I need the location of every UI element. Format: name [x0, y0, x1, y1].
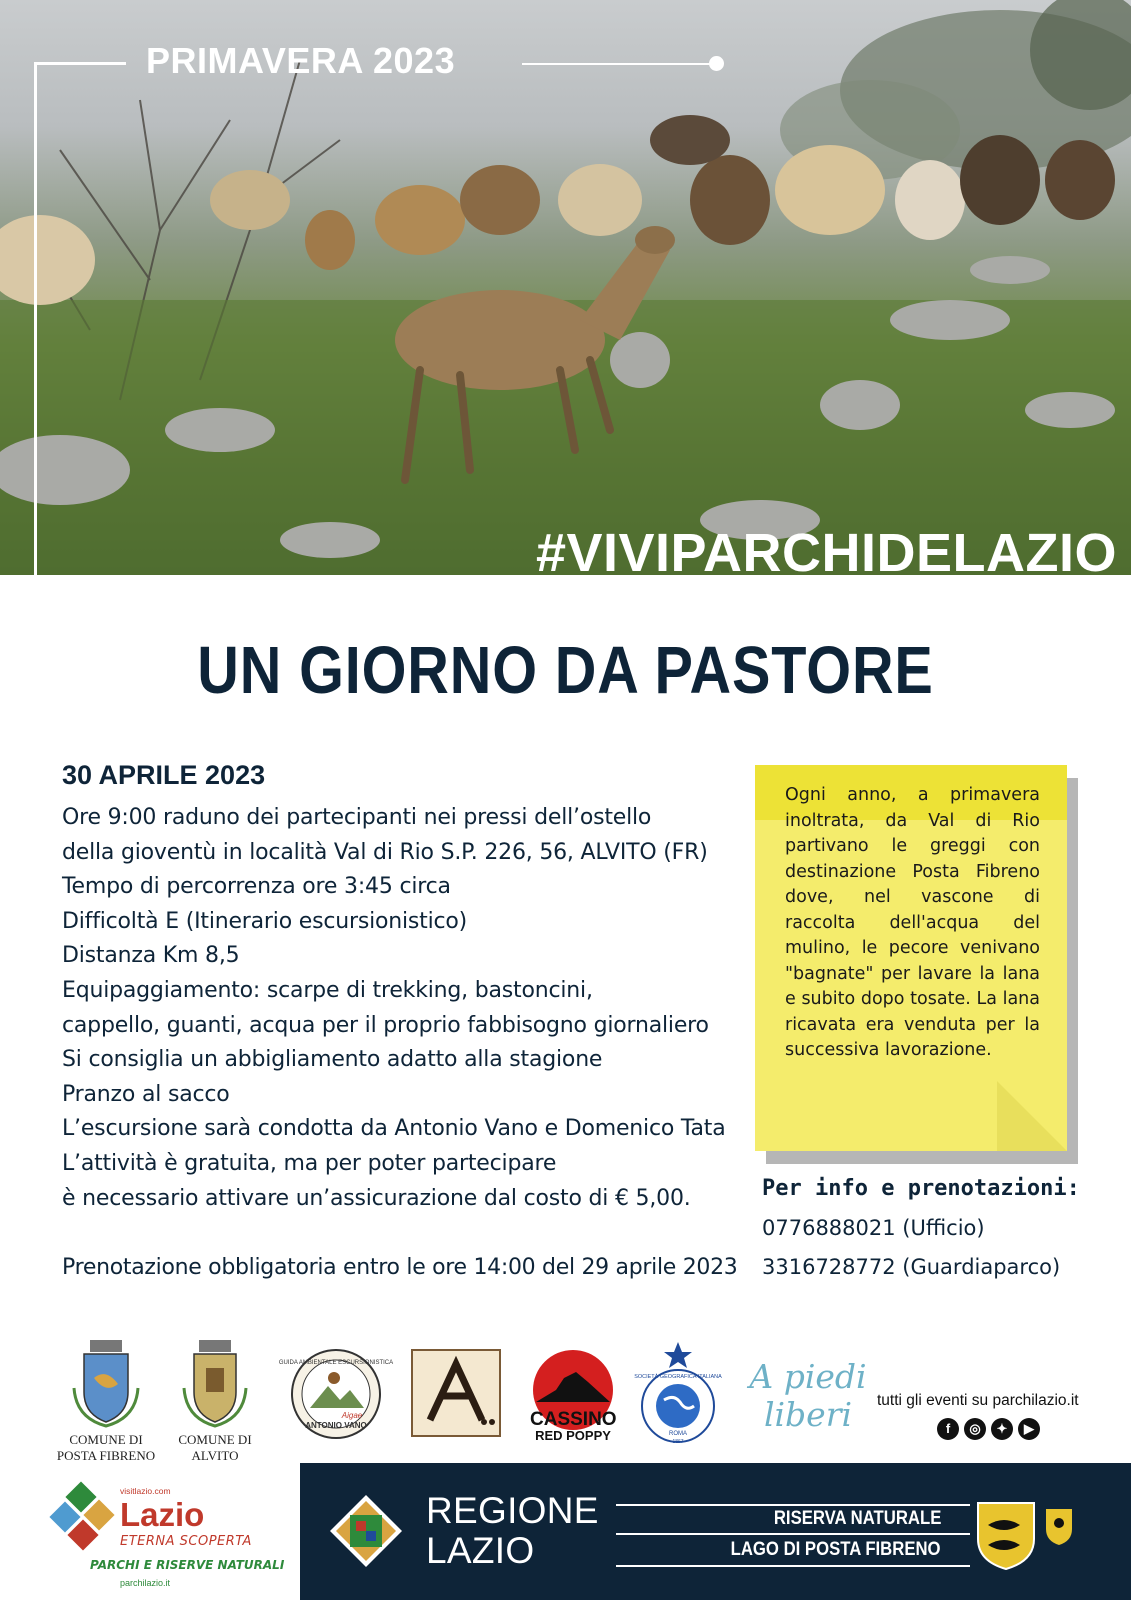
- booking-deadline: Prenotazione obbligatoria entro le ore 14:00 del 29 aprile 2023: [62, 1255, 738, 1280]
- frame-dot: [709, 56, 724, 71]
- detail-line: Si consiglia un abbigliamento adatto alla stagione: [62, 1047, 603, 1073]
- detail-line: Distanza Km 8,5: [62, 943, 240, 969]
- parchilazio-url: parchilazio.it: [120, 1578, 171, 1588]
- guide-badge-name: ANTONIO VANO: [305, 1421, 367, 1430]
- crest-icon: [170, 1338, 260, 1428]
- a-piedi-liberi-logo: [738, 1358, 878, 1434]
- apiedi-line2: liberi: [763, 1395, 853, 1434]
- globe-seal-icon: [634, 1340, 722, 1446]
- cassino-wordmark: CASSINO RED POPPY: [530, 1409, 617, 1443]
- detail-line: Equipaggiamento: scarpe di trekking, bastoncini,: [62, 977, 593, 1003]
- instagram-icon[interactable]: ◎: [964, 1418, 986, 1440]
- parchi-riserve-label: PARCHI E RISERVE NATURALI: [90, 1558, 285, 1572]
- youtube-icon[interactable]: ▶: [1018, 1418, 1040, 1440]
- guide-badge-aigae: Aigae: [341, 1411, 363, 1420]
- social-icons: [937, 1418, 1040, 1440]
- guide-badge-ring-text: GUIDA AMBIENTALE ESCURSIONISTICA: [278, 1360, 394, 1366]
- reserve-rule: [616, 1565, 970, 1567]
- sticky-note: [755, 765, 1067, 1151]
- lazio-tiles-icon: [54, 1486, 118, 1552]
- lago-label: LAGO DI POSTA FIBRENO: [731, 1539, 941, 1560]
- seal-ring-text: SOCIETÀ GEOGRAFICA ITALIANA: [634, 1374, 722, 1380]
- comune-alvito-logo: [170, 1338, 260, 1464]
- campaign-hashtag: #VIVIPARCHIDELAZIO: [535, 523, 1117, 583]
- lazio-wordmark: Lazio: [120, 1496, 205, 1533]
- goats-landscape-illustration: [0, 0, 1131, 575]
- reserve-rule: [616, 1504, 970, 1506]
- contacts-heading: Per info e prenotazioni:: [762, 1176, 1080, 1201]
- riserva-label: RISERVA NATURALE: [773, 1508, 941, 1529]
- cassino-red-poppy-logo: [530, 1350, 616, 1444]
- phone-ranger[interactable]: 3316728772 (Guardiaparco): [762, 1255, 1061, 1279]
- season-label: PRIMAVERA 2023: [146, 40, 456, 81]
- note-text: Ogni anno, a primavera inoltrata, da Val di Rio partivano le greggi con destinazione Posta Fibreno dove, nel vascone di raccolta dell'acqua del mulino, le pecore venivano "bagnate" per lavare la lana e subito dopo tosate. La lana ricavata era venduta per la successiva lavorazione.: [785, 785, 1040, 1060]
- event-title: UN GIORNO DA PASTORE: [197, 633, 934, 708]
- monogram-icon: [412, 1350, 500, 1436]
- dl-monogram-logo: [412, 1350, 500, 1440]
- detail-line: è necessario attivare un’assicurazione dal costo di € 5,00.: [62, 1185, 691, 1211]
- detail-line: Tempo di percorrenza ore 3:45 circa: [62, 874, 451, 900]
- societa-geografica-logo: [634, 1340, 722, 1450]
- detail-line: Difficoltà E (Itinerario escursionistico): [62, 908, 468, 934]
- lazio-eterna-scoperta-logo: [54, 1486, 294, 1590]
- phone-office[interactable]: 0776888021 (Ufficio): [762, 1216, 985, 1240]
- frame-line-top-right: [522, 63, 718, 65]
- event-details-list: [62, 801, 732, 1216]
- event-date: 30 APRILE 2023: [62, 760, 266, 790]
- detail-line: L’escursione sarà condotta da Antonio Vano e Domenico Tata: [62, 1116, 726, 1142]
- events-link-text[interactable]: tutti gli eventi su parchilazio.it: [877, 1392, 1079, 1409]
- eterna-scoperta-tagline: ETERNA SCOPERTA: [120, 1534, 252, 1549]
- visitlazio-url: visitlazio.com: [120, 1486, 171, 1496]
- facebook-icon[interactable]: f: [937, 1418, 959, 1440]
- twitter-icon[interactable]: ✦: [991, 1418, 1013, 1440]
- note-curl: [997, 1081, 1067, 1151]
- regione-lazio-wordmark: REGIONE LAZIO: [426, 1490, 599, 1571]
- comune-caption: COMUNE DI ALVITO: [178, 1432, 252, 1463]
- crest-icon: [56, 1338, 156, 1428]
- seal-year: 1867: [672, 1439, 684, 1445]
- frame-line-top-left: [34, 62, 126, 65]
- comune-posta-fibreno-logo: [56, 1338, 156, 1464]
- seal-city: ROMA: [669, 1431, 687, 1437]
- riserva-small-emblem-icon: [1044, 1507, 1074, 1547]
- regione-lazio-emblem-icon: [328, 1493, 404, 1569]
- reserve-rule: [616, 1533, 970, 1535]
- riserva-fish-shield-icon: [974, 1499, 1038, 1571]
- comune-caption: COMUNE DI POSTA FIBRENO: [56, 1432, 156, 1463]
- detail-line: cappello, guanti, acqua per il proprio fabbisogno giornaliero: [62, 1012, 709, 1038]
- hiker-badge-icon: [278, 1348, 394, 1440]
- hero-photo: [0, 0, 1131, 583]
- guide-antonio-vano-logo: [278, 1348, 394, 1444]
- detail-line: Pranzo al sacco: [62, 1081, 230, 1107]
- poppy-icon: [530, 1350, 616, 1408]
- apiedi-line1: A piedi: [749, 1357, 867, 1396]
- regione-lazio-footer: [300, 1463, 1131, 1600]
- frame-line-vertical: [34, 62, 37, 575]
- detail-line: della gioventù in località Val di Rio S.P. 226, 56, ALVITO (FR): [62, 839, 708, 865]
- detail-line: Ore 9:00 raduno dei partecipanti nei pressi dell’ostello: [62, 805, 652, 830]
- detail-line: L’attività è gratuita, ma per poter partecipare: [62, 1150, 557, 1176]
